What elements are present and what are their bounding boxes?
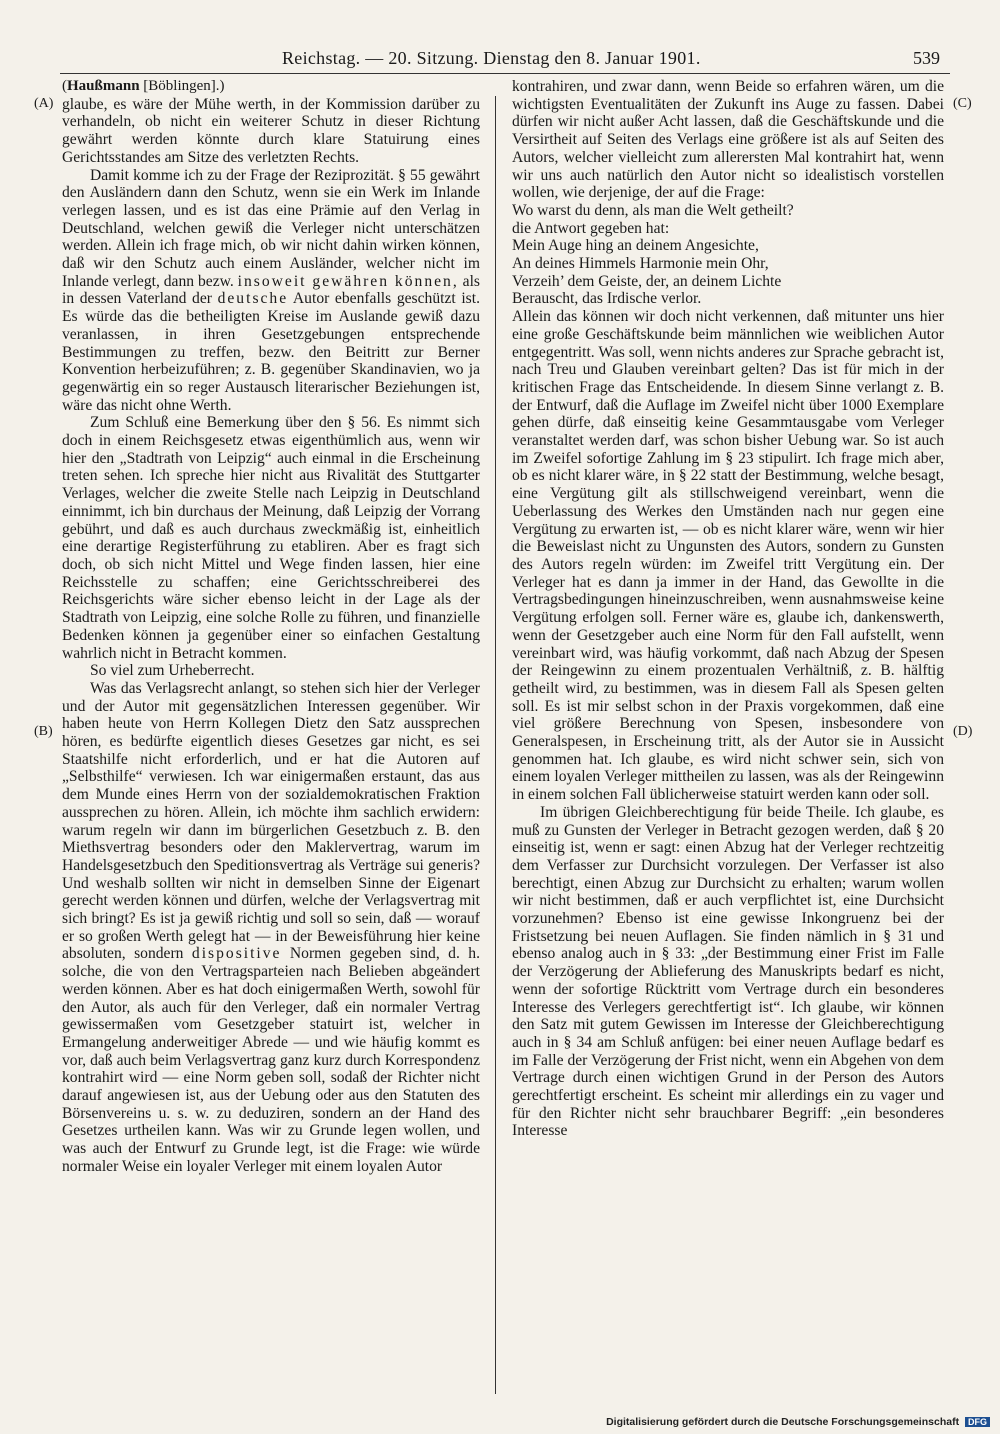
- answer-intro: die Antwort gegeben hat:: [512, 219, 670, 237]
- paragraph: Im übrigen Gleichberechtigung für beide Theile. Ich glaube, es muß zu Gunsten der Verleger in Betracht gezogen werden, daß § 20 einseitig ist, wenn er sagt: einen Abzug hat der Verleger rechtzeitig dem Verfasser zur Durchsicht vorzulegen. Der Verfasser ist also berechtigt, einen Abzug zur Durchsicht zu erhalten; warum wollen wir nicht bestimmen, daß er auch verpflichtet ist, eine Durchsicht vorzunehmen? Ebenso ist eine gewisse Inkongruenz bei der Fristsetzung bei neuen Auflagen. Sie finden nämlich in § 31 und ebenso analog auch in § 33: „der Bestimmung einer Frist im Falle der Verzögerung der Ablieferung des Manuskripts bedarf es nicht, wenn der sofortige Rücktritt vom Vertrage durch ein besonderes Interesse des Verlegers gerechtfertigt ist“. Ich glaube, wir können den Satz mit gutem Gewissen im Interesse der Gleichberechtigung auch in § 34 am Schluß anfügen: bei einer neuen Auflage bedarf es im Falle der Verzögerung der Frist nicht, wenn ein Abgehen von dem Vertrage durch einen wichtigen Grund in der Person des Autors gerechtfertigt erscheint. Es scheint mir allerdings ein zu vager und für den Richter nicht sehr brauchbarer Begriff: „ein besonderes Interesse: [512, 803, 944, 1140]
- paragraph: Allein das können wir doch nicht verkennen, daß mitunter uns hier eine große Geschäftskunde beim männlichen wie weiblichen Autor entgegentritt. Was soll, wenn nichts anderes zur Sprache gebracht ist, nach Treu und Glauben vereinbart gelten? Das ist für mich in der kritischen Frage das Entscheidende. In diesem Sinne verlangt z. B. der Entwurf, daß die Auflage im Zweifel nicht über 1000 Exemplare gehen dürfe, daß einseitig keine Gesammtausgabe vom Verleger veranstaltet werden darf, was schon bisher Uebung war. So ist auch im Zweifel sofortige Zahlung im § 23 stipulirt. Ich frage mich aber, ob es nicht klarer wäre, in § 22 statt der Bestimmung, welche besagt, eine Vergütung gilt als stillschweigend vereinbart, wenn die Ueberlassung des Werkes den Umständen nach nur gegen eine Vergütung zu erwarten ist, — ob es nicht klarer wäre, wenn wir hier die Beweislast nicht zu Ungunsten des Autors, sondern zu Gunsten des Autors regeln würden: im Zweifel tritt Vergütung ein. Der Verleger hat es dann ja immer in der Hand, das Gewollte in die Vertragsbedingungen hineinzuschreiben, wenn ausnahmsweise keine Vergütung erfolgen soll. Ferner wäre es, glaube ich, dankenswerth, wenn der Gesetzgeber auch eine Norm für den Fall aufstellt, wenn vereinbart wird, was häufig vorkommt, daß nach Abzug der Spesen der Reingewinn zu einem prozentualen Verhältniß, z. B. hälftig getheilt wird, zu bestimmen, was in diesem Fall als Spesen gelten soll. Es ist mir selbst schon in der Praxis vorgekommen, daß eine viel größere Berechnung von Spesen, insbesondere von Generalspesen, in Erscheinung tritt, als der Autor sie in Aussicht genommen hat. Ich glaube, es wird nicht schwer sein, sich von einem loyalen Verleger mittheilen zu lassen, was als der Reingewinn in einem solchen Fall üblicherweise statuirt werden kann oder soll.: [512, 308, 944, 804]
- paragraph: kontrahiren, und zwar dann, wenn Beide so erfahren wären, um die wichtigsten Eventualitäten der Zukunft ins Auge zu fassen. Dabei dürfen wir nicht außer Acht lassen, daß die Geschäftskunde und die Versirtheit auf Seiten des Verlags eine größere ist als auf Seiten des Autors, welcher vielleicht zum allerersten Mal kontrahirt hat, wenn wir uns auch natürlich den Autor nicht so idealistisch vorstellen wollen, wie derjenige, der auf die Frage:: [512, 78, 944, 202]
- page-number: 539: [913, 48, 940, 68]
- spaced-text: dispositive: [191, 945, 282, 963]
- header-rule: [60, 73, 950, 74]
- text-run: Autor ebenfalls geschützt ist. Es würde das die betheiligten Kreise im Auslande gewiß dazu veranlassen, in ihren Gesetzgebungen entsprechende Bestimmungen zu treffen, bezw. den Beitritt zur Berner Konvention herbeizuführen; z. B. gegenüber Skandinavien, wo ja gegenwärtig ein so reger Austausch literarischer Beziehungen ist, wäre das nicht ohne Werth.: [62, 290, 480, 414]
- speaker-place: [Böblingen].): [139, 78, 225, 94]
- margin-letter-a: (A): [34, 96, 54, 111]
- speaker-open-paren: (: [62, 78, 67, 94]
- footer-credit: [606, 1416, 990, 1428]
- text-run: als in dessen Vaterland der: [62, 272, 480, 308]
- paragraph: [62, 167, 480, 415]
- verse-question: Wo warst du denn, als man die Welt getheilt?: [512, 201, 794, 219]
- speaker-line: [62, 78, 480, 96]
- verse-line: An deines Himmels Harmonie mein Ohr,: [512, 255, 769, 273]
- verse-line: Berauscht, das Irdische verlor.: [512, 290, 702, 308]
- speaker-name: Haußmann: [67, 78, 140, 94]
- paragraph: So viel zum Urheberrecht.: [90, 662, 255, 680]
- spaced-text: insoweit gewähren können,: [237, 272, 459, 290]
- running-title: Reichstag. — 20. Sitzung. Dienstag den 8. Januar 1901.: [282, 48, 701, 68]
- spaced-text: deutsche: [217, 290, 289, 308]
- verse-line: Mein Auge hing an deinem Angesichte,: [512, 237, 759, 255]
- text-run: Normen gegeben sind, d. h. solche, die von den Vertragsparteien nach Belieben abgeändert werden können. Aber es hat doch einigermaßen Werth, sowohl für den Autor, als auch für den Verleger, daß ein normaler Vertrag gewissermaßen vom Gesetzgeber statuirt ist, welcher in Ermangelung anderweitiger Abrede — und wie häufig kommt es vor, daß auch beim Verlagsvertrag ganz kurz durch Korrespondenz kontrahirt wird — eine Norm geben soll, sodaß der Richter nicht darauf angewiesen ist, aus der Uebung oder aus den Statuten des Börsenvereins u. s. w. zu deduziren, sondern an der Hand des Gesetzes urtheilen kann. Was wir zu Grunde legen wollen, und was auch der Entwurf zu Grunde legt, ist die Frage: wie würde normaler Weise ein loyaler Verleger mit einem loyalen Autor: [62, 945, 480, 1175]
- footer-text: Digitalisierung gefördert durch die Deutsche Forschungsgemeinschaft: [606, 1416, 960, 1428]
- text-run: Damit komme ich zu der Frage der Reziprozität. § 55 gewährt den Ausländern dann den Schutz, wenn sie ein Werk im Inlande verlegen lassen, und es ist das eine Prämie auf den Verlag in Deutschland, welchen gewiß die Verleger nicht unterschätzen werden. Allein ich frage mich, ob wir nicht dahin wirken können, daß wir den Schutz auch einem Ausländer, welcher nicht im Inlande verlegt, dann bezw.: [62, 166, 480, 290]
- page-header: [60, 44, 940, 72]
- margin-letter-d: (D): [953, 724, 973, 739]
- right-column: [512, 78, 944, 1140]
- paragraph: Zum Schluß eine Bemerkung über den § 56. Es nimmt sich doch in einem Reichsgesetz etwas eigenthümlich aus, wenn wir hier den „Stadtrath von Leipzig“ auch einmal in die Erscheinung treten sehen. Ich spreche hier nicht aus Rivalität des Stuttgarter Verlages, welcher die zweite Stelle nach Leipzig in Deutschland einnimmt, ich bin durchaus der Meinung, daß Leipzig der Vorrang gebührt, und daß es auch durchaus zweckmäßig ist, einheitlich eine derartige Registerführung zu etabliren. Aber es fragt sich doch, ob sich nicht Mittel und Wege finden lassen, hier eine Reichsstelle zu schaffen; eine Gerichtsschreiberei des Reichsgerichts wäre sicher ebenso leicht in der Lage als der Stadtrath von Leipzig, eine solche Rolle zu führen, und finanzielle Bedenken können ja gegenüber einer so einfachen Gestaltung wahrlich nicht in Betracht kommen.: [62, 414, 480, 662]
- text-run: Was das Verlagsrecht anlangt, so stehen sich hier der Verleger und der Autor mit gegensätzlichen Interessen gegenüber. Wir haben heute von Herrn Kollegen Dietz den Satz aussprechen hören, es bedürfte eigentlich dieses Gesetzes gar nicht, es sei Staatshilfe nicht erforderlich, und er hat die Autoren auf „Selbsthilfe“ verwiesen. Ich war einigermaßen erstaunt, das aus dem Munde eines Herrn von der sozialdemokratischen Fraktion aussprechen zu hören. Allein, ich möchte ihm sachlich erwidern: warum regeln wir dann im bürgerlichen Gesetzbuch z. B. den Miethsvertrag besonders oder den Maklervertrag, warum im Handelsgesetzbuch den Speditionsvertrag als Verträge sui generis? Und weshalb sollten wir nicht in demselben Sinne der Eigenart gerecht werden können und dürfen, welche der Verlagsvertrag mit sich bringt? Es ist ja gewiß richtig und soll so sein, daß — worauf er so großen Werth gelegt hat — in der Beweisführung hier keine absoluten, sondern: [62, 679, 480, 963]
- margin-letter-c: (C): [953, 96, 972, 111]
- margin-letter-b: (B): [34, 724, 53, 739]
- dfg-logo: DFG: [965, 1417, 990, 1427]
- paragraph: glaube, es wäre der Mühe werth, in der Kommission darüber zu verhandeln, ob nicht ein weiterer Schutz in dieser Richtung gewährt werden könnte durch klare Statuirung eines Gerichtsstandes am Sitze des verletzten Rechts.: [62, 95, 480, 166]
- paragraph: [62, 680, 480, 1176]
- left-column: [62, 78, 480, 1176]
- column-divider: [495, 96, 496, 1394]
- verse-line: Verzeih’ dem Geiste, der, an deinem Lichte: [512, 272, 782, 290]
